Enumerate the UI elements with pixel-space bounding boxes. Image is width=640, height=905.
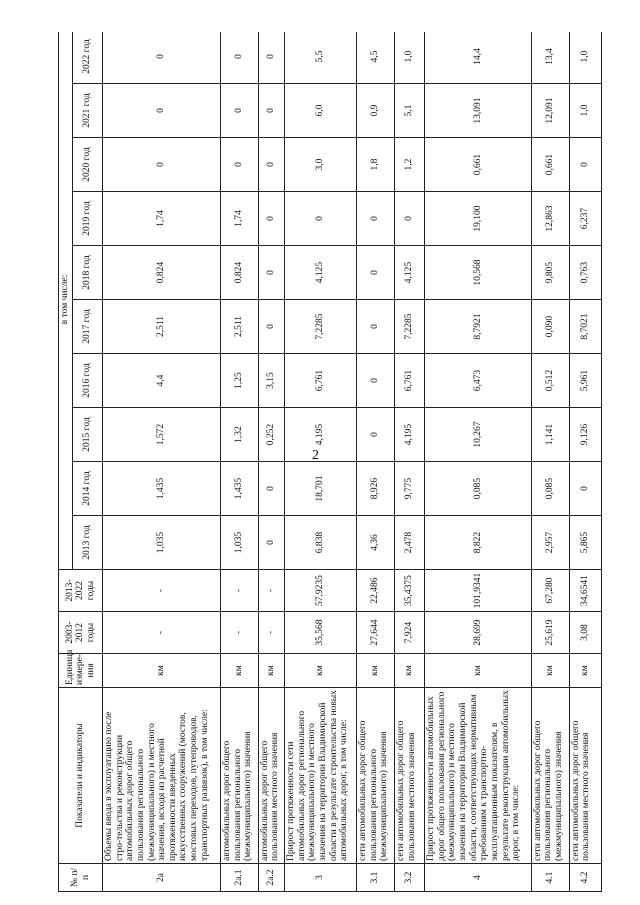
header-year: 2014 год bbox=[73, 462, 103, 516]
year-value: 1,74 bbox=[103, 192, 221, 246]
table-row bbox=[425, 32, 532, 892]
year-value: 8,822 bbox=[425, 516, 532, 570]
period-2003-2012-value: - bbox=[221, 612, 259, 654]
year-value: 3,0 bbox=[285, 138, 357, 192]
period-2003-2012-value: 3,08 bbox=[569, 612, 601, 654]
row-number: 4.2 bbox=[569, 864, 601, 892]
year-value: 0,512 bbox=[531, 354, 569, 408]
indicator-name: автомобильных дорог общего пользования регионального (межмуниципального) значения bbox=[221, 688, 259, 864]
indicator-name: сети автомобильных дорог общего пользования местного значения bbox=[569, 688, 601, 864]
row-number: 4.1 bbox=[531, 864, 569, 892]
year-value: 4,4 bbox=[103, 354, 221, 408]
unit-cell: км bbox=[103, 654, 221, 688]
row-number: 2a.1 bbox=[221, 864, 259, 892]
unit-cell: км bbox=[394, 654, 424, 688]
year-value: 0,9 bbox=[357, 84, 395, 138]
year-value: 4,5 bbox=[357, 32, 395, 84]
year-value: 19,100 bbox=[425, 192, 532, 246]
period-2003-2012-value: 35,568 bbox=[285, 612, 357, 654]
year-value: 1,2 bbox=[394, 138, 424, 192]
year-value: 0 bbox=[258, 516, 284, 570]
year-value: 0 bbox=[357, 354, 395, 408]
year-value: 8,7021 bbox=[569, 300, 601, 354]
year-value: 0 bbox=[103, 32, 221, 84]
row-number: 4 bbox=[425, 864, 532, 892]
year-value: 0,085 bbox=[531, 462, 569, 516]
period-2013-2022-value: 101,9341 bbox=[425, 570, 532, 612]
year-value: 0,763 bbox=[569, 246, 601, 300]
period-2003-2012-value: 7,924 bbox=[394, 612, 424, 654]
year-value: 2,957 bbox=[531, 516, 569, 570]
year-value: 0 bbox=[103, 138, 221, 192]
unit-cell: км bbox=[425, 654, 532, 688]
year-value: 6,838 bbox=[285, 516, 357, 570]
year-value: 0,252 bbox=[258, 408, 284, 462]
year-value: 1,435 bbox=[221, 462, 259, 516]
row-number: 2a.2 bbox=[258, 864, 284, 892]
year-value: 7,2285 bbox=[394, 300, 424, 354]
row-number: 3 bbox=[285, 864, 357, 892]
unit-cell: км bbox=[357, 654, 395, 688]
year-value: 0 bbox=[103, 84, 221, 138]
year-value: 6,237 bbox=[569, 192, 601, 246]
year-value: 0 bbox=[258, 192, 284, 246]
year-value: 4,125 bbox=[285, 246, 357, 300]
year-value: 2,511 bbox=[103, 300, 221, 354]
table-row bbox=[103, 32, 221, 892]
table-row bbox=[357, 32, 395, 892]
header-no: № п/п bbox=[59, 864, 103, 892]
year-value: 1,32 bbox=[221, 408, 259, 462]
header-year: 2017 год bbox=[73, 300, 103, 354]
header-year: 2018 год bbox=[73, 246, 103, 300]
year-value: 1,74 bbox=[221, 192, 259, 246]
year-value: 0 bbox=[221, 32, 259, 84]
period-2003-2012-value: - bbox=[103, 612, 221, 654]
year-value: 4,36 bbox=[357, 516, 395, 570]
year-value: 13,4 bbox=[531, 32, 569, 84]
period-2003-2012-value: 28,699 bbox=[425, 612, 532, 654]
year-value: 5,865 bbox=[569, 516, 601, 570]
indicator-name: Прирост протяженности автомобильных дорог общего пользования регионального (межмуниципального) и местного значения на территории Владимирской области, соответствующих нормативным требованиям к транспортно-эксплуатационным показателям, в результате реконструкции автомобильных дорог, в том числе: bbox=[425, 688, 532, 864]
year-value: 9,805 bbox=[531, 246, 569, 300]
year-value: 0,090 bbox=[531, 300, 569, 354]
year-value: 1,0 bbox=[569, 84, 601, 138]
year-value: 1,0 bbox=[394, 32, 424, 84]
year-value: 1,572 bbox=[103, 408, 221, 462]
year-value: 0 bbox=[258, 138, 284, 192]
year-value: 5,5 bbox=[285, 32, 357, 84]
period-2003-2012-value: 27,644 bbox=[357, 612, 395, 654]
indicator-name: сети автомобильных дорог общего пользования регионального (межмуниципального) значения bbox=[531, 688, 569, 864]
year-value: 18,701 bbox=[285, 462, 357, 516]
unit-cell: км bbox=[569, 654, 601, 688]
table-frame bbox=[58, 32, 602, 892]
year-value: 0 bbox=[258, 84, 284, 138]
year-value: 1,435 bbox=[103, 462, 221, 516]
year-value: 0 bbox=[569, 462, 601, 516]
year-value: 8,926 bbox=[357, 462, 395, 516]
period-2003-2012-value: - bbox=[258, 612, 284, 654]
rotated-table bbox=[58, 32, 602, 892]
header-period-2003-2012: 2003-2012 годы bbox=[59, 612, 103, 654]
header-year: 2019 год bbox=[73, 192, 103, 246]
indicator-name: сети автомобильных дорог общего пользования регионального (межмуниципального) значения bbox=[357, 688, 395, 864]
year-value: 12,863 bbox=[531, 192, 569, 246]
year-value: 8,7921 bbox=[425, 300, 532, 354]
row-number: 2a bbox=[103, 864, 221, 892]
unit-cell: км bbox=[285, 654, 357, 688]
table-row bbox=[258, 32, 284, 892]
period-2013-2022-value: - bbox=[258, 570, 284, 612]
year-value: 0 bbox=[357, 408, 395, 462]
header-year: 2015 год bbox=[73, 408, 103, 462]
period-2013-2022-value: 35,4375 bbox=[394, 570, 424, 612]
year-value: 0 bbox=[285, 192, 357, 246]
table-row bbox=[221, 32, 259, 892]
year-value: 0,824 bbox=[221, 246, 259, 300]
year-value: 14,4 bbox=[425, 32, 532, 84]
period-2013-2022-value: - bbox=[221, 570, 259, 612]
header-year: 2013 год bbox=[73, 516, 103, 570]
header-unit: Единица измере-ния bbox=[59, 654, 103, 688]
period-2013-2022-value: - bbox=[103, 570, 221, 612]
table-row bbox=[531, 32, 569, 892]
year-value: 1,8 bbox=[357, 138, 395, 192]
header-period-2013-2022: 2013-2022 годы bbox=[59, 570, 103, 612]
year-value: 5,961 bbox=[569, 354, 601, 408]
period-2013-2022-value: 67,280 bbox=[531, 570, 569, 612]
year-value: 0 bbox=[221, 138, 259, 192]
row-number: 3.1 bbox=[357, 864, 395, 892]
year-value: 0 bbox=[357, 300, 395, 354]
year-value: 4,195 bbox=[285, 408, 357, 462]
year-value: 1,0 bbox=[569, 32, 601, 84]
year-value: 0 bbox=[258, 32, 284, 84]
year-value: 2,511 bbox=[221, 300, 259, 354]
year-value: 0 bbox=[357, 192, 395, 246]
year-value: 7,2285 bbox=[285, 300, 357, 354]
year-value: 10,568 bbox=[425, 246, 532, 300]
year-value: 6,473 bbox=[425, 354, 532, 408]
year-value: 0,661 bbox=[531, 138, 569, 192]
year-value: 1,035 bbox=[221, 516, 259, 570]
year-value: 6,761 bbox=[394, 354, 424, 408]
header-including: в том числе: bbox=[59, 32, 73, 570]
row-number: 3.2 bbox=[394, 864, 424, 892]
indicators-table bbox=[58, 32, 602, 892]
indicator-name: Объемы ввода в эксплуатацию после стро-тельства и реконструкции автомобильных дорог общего пользования регионального (межмуниципального) и местного значения, исходя из расчетной протяженности введенных искусственных сооружений (мостов, мостовых переходов, путепроводов, транспортных развязок), в том числе: bbox=[103, 688, 221, 864]
year-value: 1,25 bbox=[221, 354, 259, 408]
table-row bbox=[394, 32, 424, 892]
period-2013-2022-value: 57,9235 bbox=[285, 570, 357, 612]
year-value: 0 bbox=[394, 192, 424, 246]
table-row bbox=[285, 32, 357, 892]
year-value: 9,126 bbox=[569, 408, 601, 462]
year-value: 4,125 bbox=[394, 246, 424, 300]
year-value: 10,267 bbox=[425, 408, 532, 462]
period-2003-2012-value: 25,619 bbox=[531, 612, 569, 654]
year-value: 0 bbox=[221, 84, 259, 138]
indicator-name: сети автомобильных дорог общего пользования местного значения bbox=[394, 688, 424, 864]
year-value: 12,091 bbox=[531, 84, 569, 138]
unit-cell: км bbox=[221, 654, 259, 688]
year-value: 0 bbox=[258, 246, 284, 300]
year-value: 2,478 bbox=[394, 516, 424, 570]
header-year: 2021 год bbox=[73, 84, 103, 138]
year-value: 4,195 bbox=[394, 408, 424, 462]
period-2013-2022-value: 22,486 bbox=[357, 570, 395, 612]
year-value: 6,0 bbox=[285, 84, 357, 138]
year-value: 0 bbox=[357, 246, 395, 300]
table-row bbox=[569, 32, 601, 892]
indicator-name: Прирост протяженности сети автомобильных дорог регионального (межмуниципального) и местного значения на территории Владимирской области в результате строительства новых автомобильных дорог, в том числе: bbox=[285, 688, 357, 864]
header-year: 2020 год bbox=[73, 138, 103, 192]
year-value: 9,775 bbox=[394, 462, 424, 516]
year-value: 0 bbox=[258, 300, 284, 354]
year-value: 0 bbox=[258, 462, 284, 516]
indicator-name: автомобильных дорог общего пользования местного значения bbox=[258, 688, 284, 864]
year-value: 13,091 bbox=[425, 84, 532, 138]
unit-cell: км bbox=[258, 654, 284, 688]
year-value: 0 bbox=[569, 138, 601, 192]
unit-cell: км bbox=[531, 654, 569, 688]
header-year: 2016 год bbox=[73, 354, 103, 408]
year-value: 0,085 bbox=[425, 462, 532, 516]
year-value: 6,761 bbox=[285, 354, 357, 408]
year-value: 3,15 bbox=[258, 354, 284, 408]
period-2013-2022-value: 34,6541 bbox=[569, 570, 601, 612]
year-value: 5,1 bbox=[394, 84, 424, 138]
header-indicator: Показатели и индикаторы bbox=[59, 688, 103, 864]
year-value: 1,035 bbox=[103, 516, 221, 570]
year-value: 0,661 bbox=[425, 138, 532, 192]
year-value: 0,824 bbox=[103, 246, 221, 300]
page-number: 2 bbox=[312, 448, 319, 463]
header-year: 2022 год bbox=[73, 32, 103, 84]
year-value: 1,141 bbox=[531, 408, 569, 462]
